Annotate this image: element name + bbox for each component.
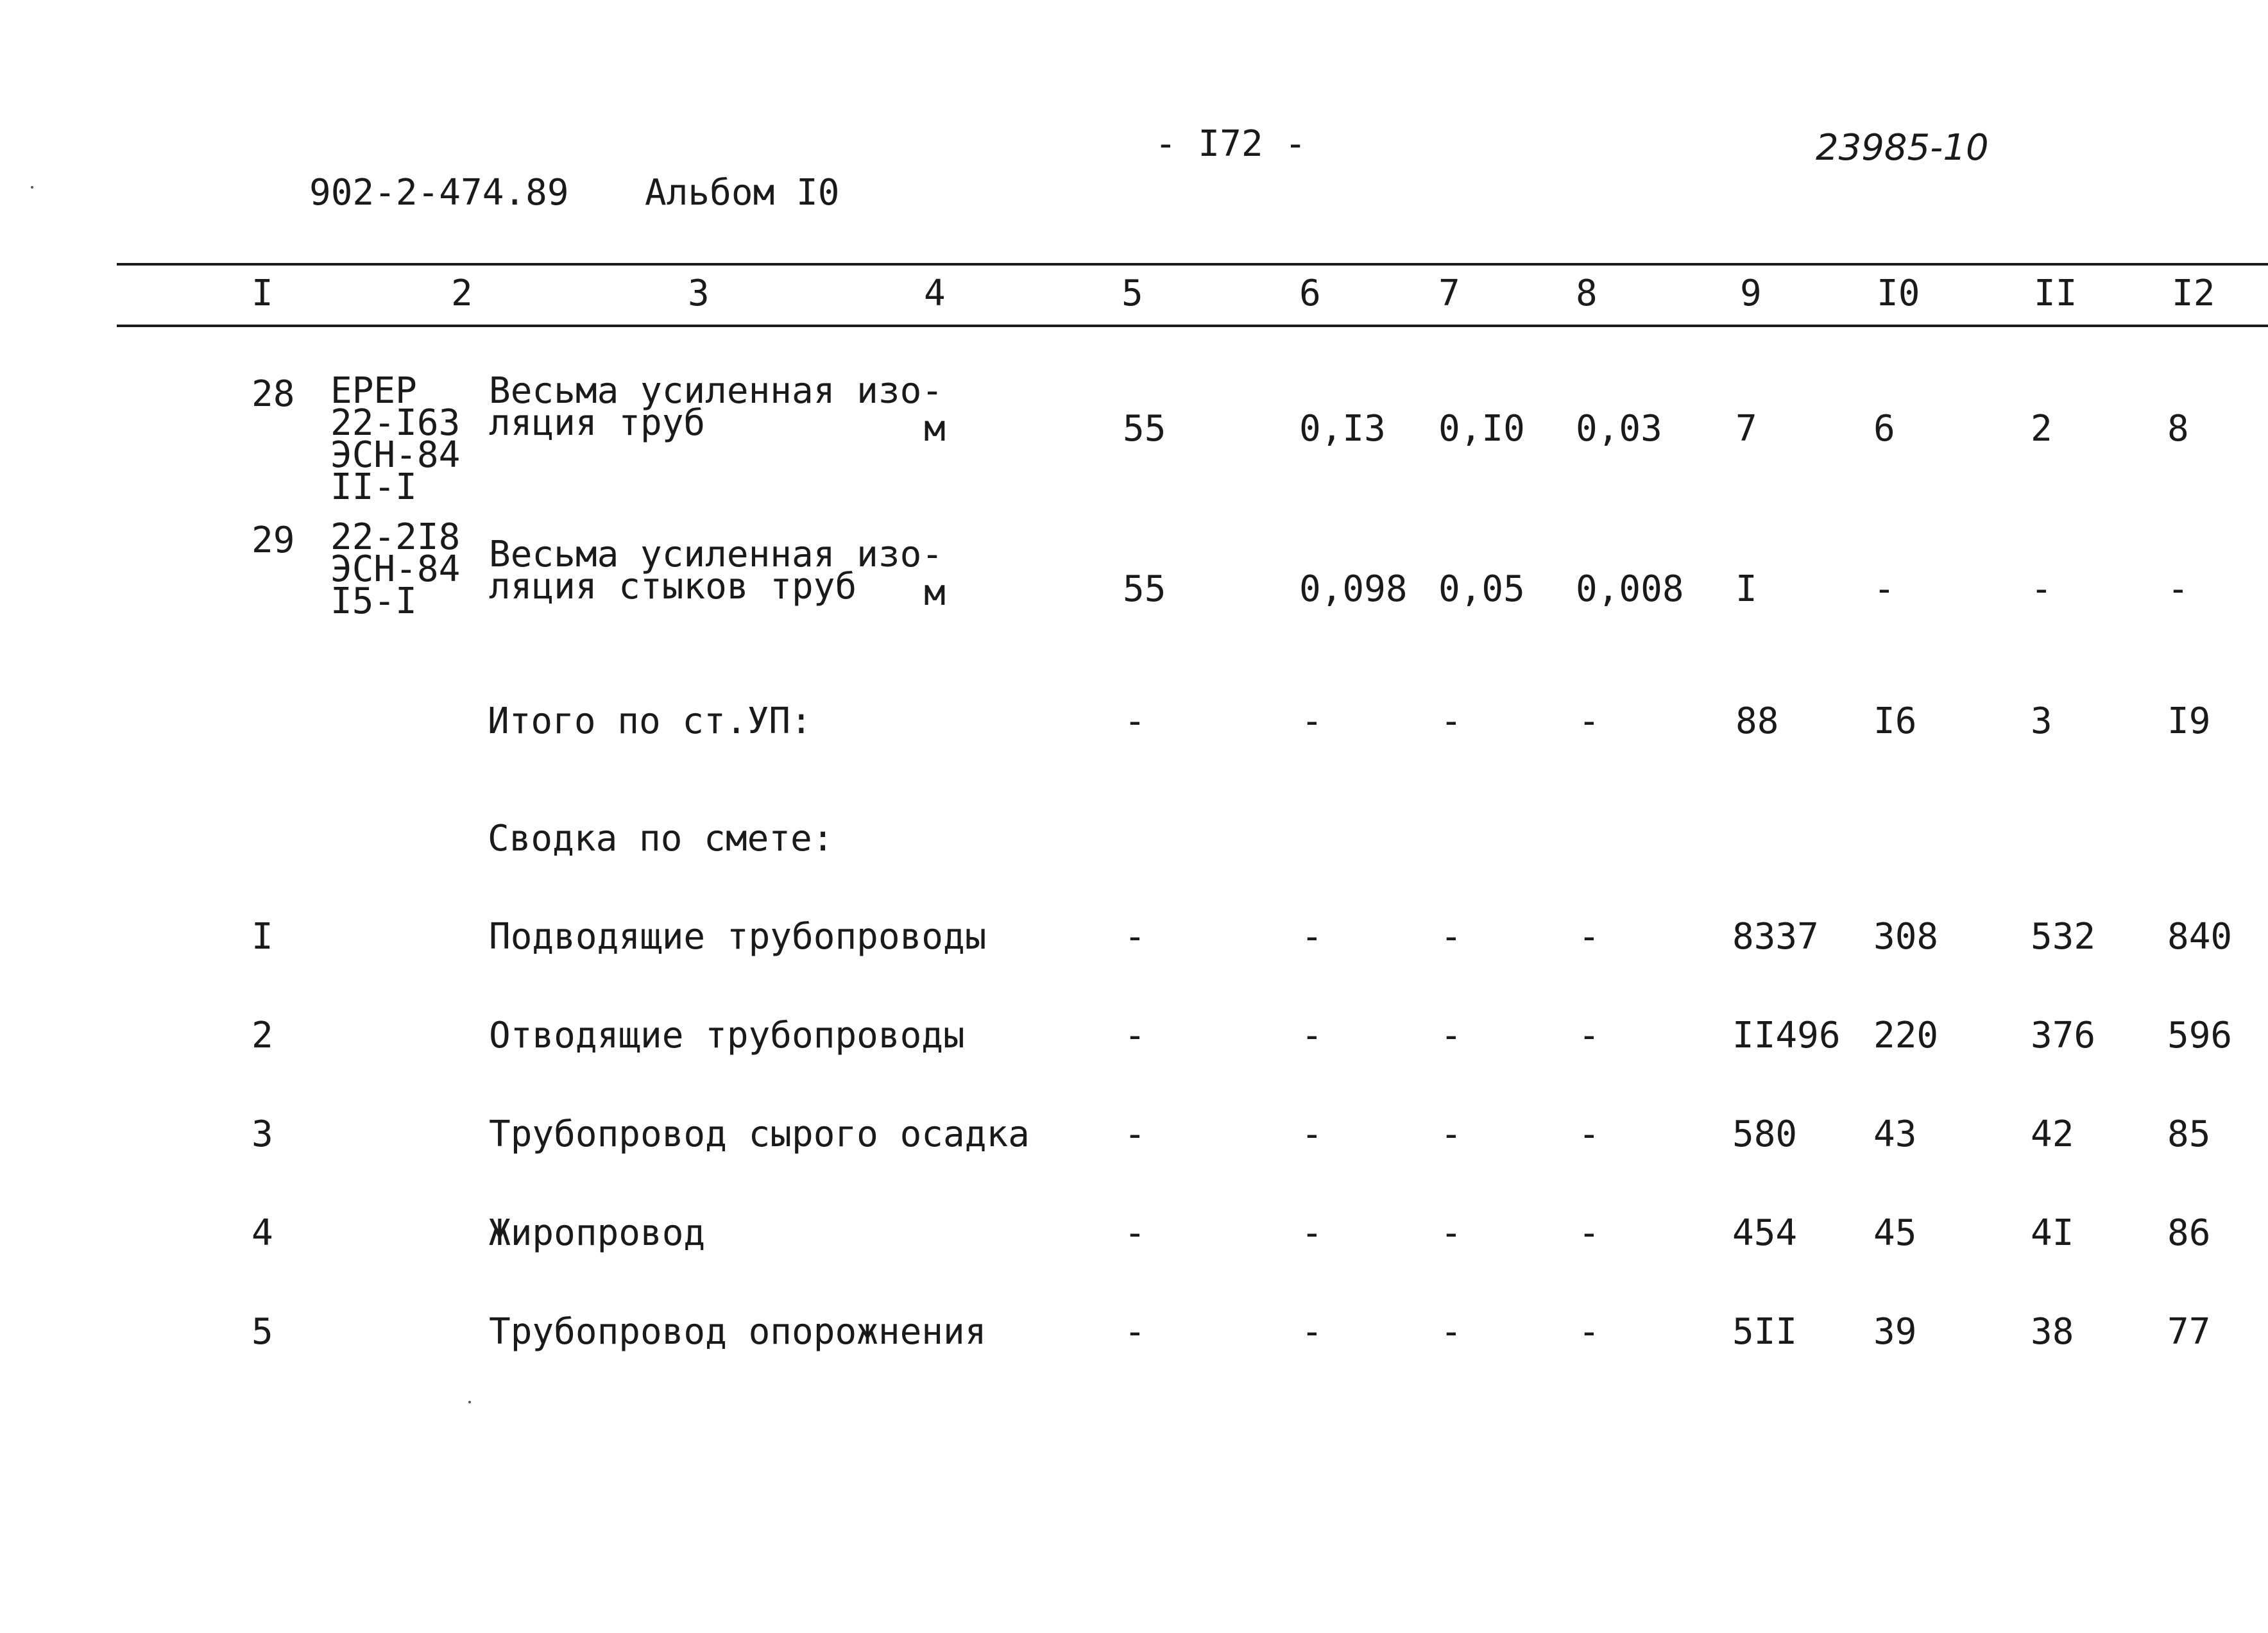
cell-col8: -	[1578, 1212, 1600, 1254]
cell-col11: 3	[2031, 700, 2052, 742]
row-number: 5	[252, 1311, 273, 1353]
row-number: 3	[252, 1113, 273, 1155]
cell-col10: 45	[1873, 1212, 1917, 1254]
cell-col10: 43	[1873, 1113, 1917, 1155]
column-header: 9	[1740, 273, 1762, 314]
cell-col11: 532	[2031, 916, 2096, 958]
cell-col5: -	[1124, 1212, 1146, 1254]
section-name: Трубопровод сырого осадка	[489, 1113, 1030, 1155]
work-description: Весьма усиленная изо- ляция стыков труб	[489, 534, 944, 607]
cell-col10: 39	[1873, 1311, 1917, 1353]
cell-col6: -	[1301, 916, 1323, 958]
column-header: I2	[2172, 273, 2215, 314]
column-header: I0	[1877, 273, 1920, 314]
cell-col7: -	[1440, 916, 1462, 958]
cell-col10: 6	[1873, 408, 1895, 450]
table-header-bottom-rule	[117, 325, 2268, 327]
cell-col12: 85	[2167, 1113, 2211, 1155]
cell-col7: -	[1440, 1212, 1462, 1254]
column-header: 7	[1438, 273, 1460, 314]
row-number: I	[252, 916, 273, 958]
column-header: 5	[1121, 273, 1143, 314]
cell-col8: 0,008	[1576, 568, 1684, 610]
total-label: Итого по ст.УП:	[488, 700, 812, 742]
cell-col11: 38	[2031, 1311, 2074, 1353]
cell-col11: 42	[2031, 1113, 2074, 1155]
cell-col12: -	[2167, 568, 2189, 610]
cell-col7: -	[1440, 1113, 1462, 1155]
summary-title: Сводка по смете:	[488, 818, 834, 859]
section-name: Подводящие трубопроводы	[489, 916, 987, 958]
section-name: Отводящие трубопроводы	[489, 1015, 965, 1056]
work-description: Весьма усиленная изо- ляция труб	[489, 370, 944, 444]
cell-col6: -	[1301, 700, 1323, 742]
cell-col12: 86	[2167, 1212, 2211, 1254]
cell-col8: -	[1578, 700, 1600, 742]
cell-col9: II496	[1732, 1015, 1841, 1056]
cell-col9: 88	[1735, 700, 1779, 742]
cell-col12: I9	[2167, 700, 2211, 742]
cell-col10: 220	[1873, 1015, 1939, 1056]
cell-col6: -	[1301, 1212, 1323, 1254]
row-number: 2	[252, 1015, 273, 1056]
cell-col6: -	[1301, 1015, 1323, 1056]
cell-col11: 2	[2031, 408, 2052, 450]
norm-code: 22-2I8 ЭСН-84 I5-I	[330, 516, 461, 622]
cell-col6: -	[1301, 1113, 1323, 1155]
cell-col7: -	[1440, 700, 1462, 742]
cell-col9: 454	[1732, 1212, 1798, 1254]
column-header: 2	[451, 273, 473, 314]
norm-code: ЕРЕР 22-I63 ЭСН-84 II-I	[330, 370, 461, 508]
cell-col12: 77	[2167, 1311, 2211, 1353]
cell-col5: 55	[1123, 408, 1166, 450]
cell-col5: -	[1124, 1015, 1146, 1056]
column-header: 8	[1576, 273, 1598, 314]
cell-col9: I	[1735, 568, 1757, 610]
section-name: Трубопровод опорожнения	[489, 1311, 987, 1353]
row-number: 4	[252, 1212, 273, 1254]
row-number: 29	[252, 520, 295, 561]
cell-col10: -	[1873, 568, 1895, 610]
column-header: II	[2034, 273, 2077, 314]
cell-col8: -	[1578, 1113, 1600, 1155]
cell-col5: -	[1124, 700, 1146, 742]
cell-col5: -	[1124, 1311, 1146, 1353]
cell-col12: 596	[2167, 1015, 2233, 1056]
column-header: 6	[1299, 273, 1321, 314]
cell-col8: -	[1578, 1311, 1600, 1353]
cell-col6: -	[1301, 1311, 1323, 1353]
cell-col5: -	[1124, 1113, 1146, 1155]
document-code: 902-2-474.89	[309, 172, 569, 214]
table-top-rule	[117, 263, 2268, 266]
scan-speck	[31, 186, 33, 189]
cell-col6: 0,I3	[1299, 408, 1386, 450]
album-label: Альбом I0	[645, 172, 840, 214]
cell-col7: 0,I0	[1438, 408, 1525, 450]
cell-col12: 8	[2167, 408, 2189, 450]
page-number: - I72 -	[1155, 123, 1307, 165]
cell-col8: -	[1578, 916, 1600, 958]
cell-col7: -	[1440, 1015, 1462, 1056]
cell-col11: 4I	[2031, 1212, 2074, 1254]
cell-col12: 840	[2167, 916, 2233, 958]
section-name: Жиропровод	[489, 1212, 706, 1254]
row-number: 28	[252, 373, 295, 415]
cell-col10: 308	[1873, 916, 1939, 958]
cell-col9: 7	[1735, 408, 1757, 450]
cell-col11: 376	[2031, 1015, 2096, 1056]
unit: м	[924, 572, 946, 614]
unit: м	[924, 408, 946, 450]
cell-col11: -	[2031, 568, 2052, 610]
cell-col9: 8337	[1732, 916, 1819, 958]
cell-col6: 0,098	[1299, 568, 1408, 610]
cell-col9: 580	[1732, 1113, 1798, 1155]
column-header: 4	[924, 273, 946, 314]
cell-col5: 55	[1123, 568, 1166, 610]
cell-col7: 0,05	[1438, 568, 1525, 610]
cell-col5: -	[1124, 916, 1146, 958]
cell-col10: I6	[1873, 700, 1917, 742]
cell-col9: 5II	[1732, 1311, 1798, 1353]
cell-col8: 0,03	[1576, 408, 1662, 450]
column-header: I	[252, 273, 273, 314]
scan-speck	[468, 1401, 471, 1403]
cell-col8: -	[1578, 1015, 1600, 1056]
cell-col7: -	[1440, 1311, 1462, 1353]
registration-number: 23985-10	[1816, 127, 1989, 169]
column-header: 3	[688, 273, 710, 314]
